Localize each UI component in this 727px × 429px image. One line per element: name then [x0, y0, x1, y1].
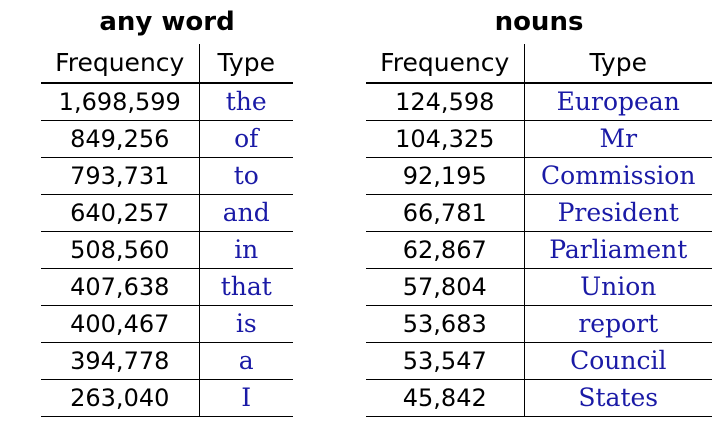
type-cell: to	[233, 161, 259, 190]
table-row	[366, 121, 712, 158]
table-row	[366, 269, 712, 306]
type-cell: Parliament	[549, 235, 688, 264]
table-row	[366, 232, 712, 269]
table-row	[366, 83, 712, 121]
type-cell: is	[235, 309, 257, 338]
header-row	[41, 44, 293, 83]
type-cell: the	[225, 87, 267, 116]
nouns-table	[366, 44, 712, 417]
frequency-cell: 508,560	[41, 232, 199, 269]
frequency-cell: 92,195	[366, 158, 524, 195]
nouns-title: nouns	[494, 7, 584, 37]
type-cell: Commission	[541, 161, 696, 190]
table-row	[366, 380, 712, 417]
table-row	[366, 306, 712, 343]
frequency-header: Frequency	[41, 44, 199, 83]
table-row	[366, 343, 712, 380]
frequency-cell: 793,731	[41, 158, 199, 195]
frequency-cell: 57,804	[366, 269, 524, 306]
header-row	[366, 44, 712, 83]
frequency-cell: 104,325	[366, 121, 524, 158]
table-row	[41, 380, 293, 417]
frequency-cell: 62,867	[366, 232, 524, 269]
table-row	[41, 232, 293, 269]
table-row	[366, 158, 712, 195]
frequency-cell: 849,256	[41, 121, 199, 158]
frequency-cell: 53,683	[366, 306, 524, 343]
any-word-table	[41, 44, 293, 417]
table-row	[366, 195, 712, 232]
type-header: Type	[589, 48, 647, 77]
type-header: Type	[217, 48, 275, 77]
frequency-cell: 640,257	[41, 195, 199, 232]
frequency-header: Frequency	[366, 44, 524, 83]
type-cell: Union	[580, 272, 657, 301]
table-row	[41, 343, 293, 380]
table-row	[41, 269, 293, 306]
type-cell: in	[234, 235, 259, 264]
type-cell: report	[578, 309, 659, 338]
type-cell: Mr	[599, 124, 638, 153]
frequency-cell: 124,598	[366, 83, 524, 121]
frequency-cell: 66,781	[366, 195, 524, 232]
type-cell: and	[222, 198, 270, 227]
frequency-cell: 407,638	[41, 269, 199, 306]
type-cell: that	[220, 272, 272, 301]
frequency-cell: 394,778	[41, 343, 199, 380]
frequency-cell: 400,467	[41, 306, 199, 343]
table-row	[41, 306, 293, 343]
nouns-panel	[366, 0, 712, 417]
frequency-cell: 1,698,599	[41, 83, 199, 121]
table-row	[41, 195, 293, 232]
frequency-cell: 45,842	[366, 380, 524, 417]
frequency-cell: 263,040	[41, 380, 199, 417]
type-cell: States	[578, 383, 659, 412]
table-row	[41, 158, 293, 195]
type-cell: European	[556, 87, 680, 116]
any-word-title: any word	[99, 7, 235, 37]
type-cell: of	[234, 124, 259, 153]
any-word-panel	[41, 0, 293, 417]
type-cell: Council	[570, 346, 667, 375]
frequency-cell: 53,547	[366, 343, 524, 380]
type-cell: President	[557, 198, 679, 227]
type-cell: a	[238, 346, 254, 375]
type-cell: I	[241, 383, 252, 412]
table-row	[41, 83, 293, 121]
table-row	[41, 121, 293, 158]
